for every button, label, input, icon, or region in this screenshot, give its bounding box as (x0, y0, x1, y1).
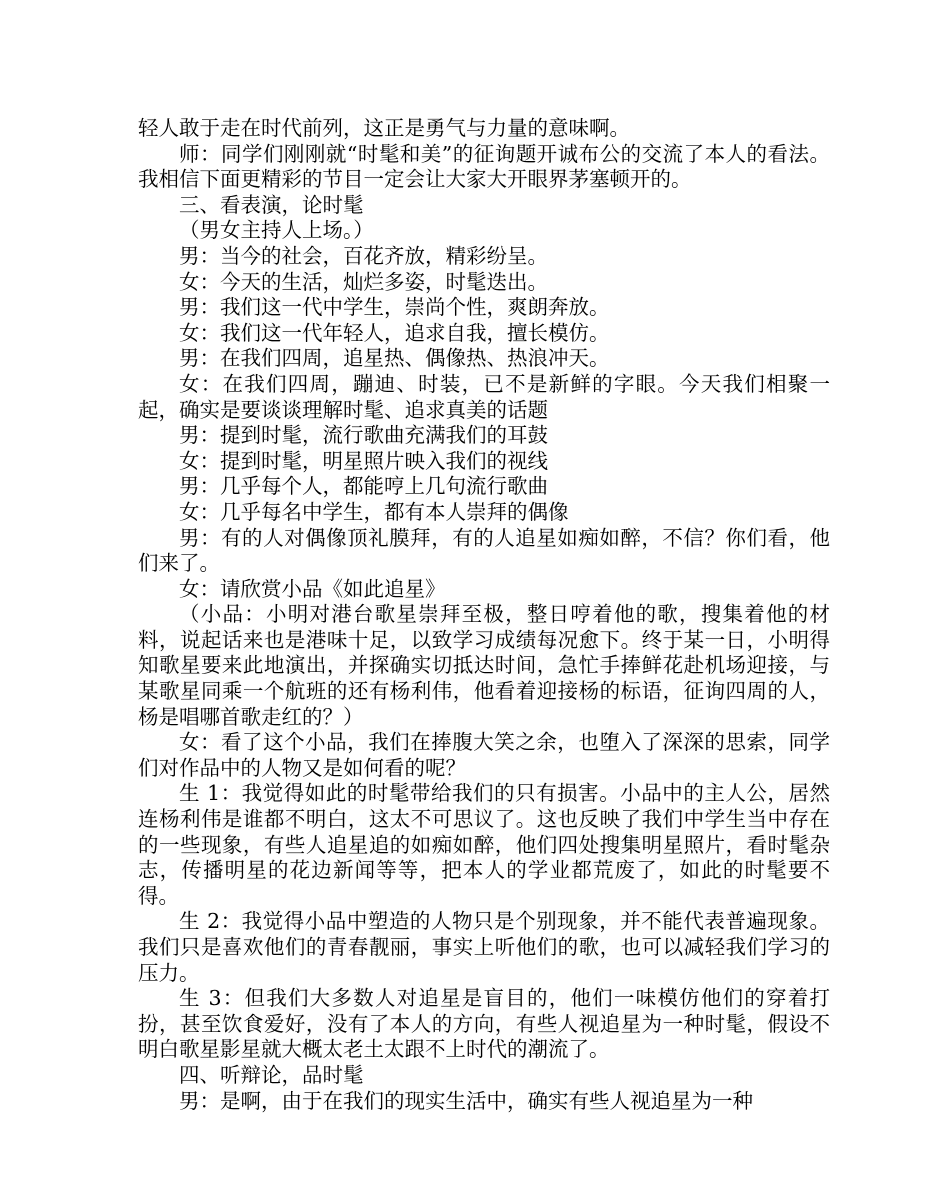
dialogue-line: 女：几乎每名中学生，都有本人崇拜的偶像 (179, 499, 569, 524)
student-response-2: 生 2：我觉得小品中塑造的人物只是个别现象，并不能代表普遍现象。我们只是喜欢他们的青春靓丽，事实上听他们的歌，也可以减轻我们学习的压力。 (138, 909, 830, 985)
dialogue-line: 男：当今的社会，百花齐放，精彩纷呈。 (179, 243, 548, 268)
dialogue-line: 女：今天的生活，灿烂多姿，时髦迭出。 (179, 269, 548, 294)
dialogue-line: 男：在我们四周，追星热、偶像热、热浪冲天。 (179, 346, 610, 371)
dialogue-line: 女：看了这个小品，我们在捧腹大笑之余，也堕入了深深的思索，同学们对作品中的人物又是如何看的呢？ (138, 730, 830, 780)
dialogue-line: 女：提到时髦，明星照片映入我们的视线 (179, 448, 548, 473)
paragraph-teacher-remark: 师：同学们刚刚就“时髦和美”的征询题开诚布公的交流了本人的看法。我相信下面更精彩的节目一定会让大家大开眼界茅塞顿开的。 (138, 141, 830, 192)
skit-description: （小品：小明对港台歌星崇拜至极，整日哼着他的歌，搜集着他的材料，说起话来也是港味十足，以致学习成绩每况愈下。终于某一日，小明得知歌星要来此地演出，并探确实切抵达时间，急忙手捧鲜花赴机场迎接，与某歌星同乘一个航班的还有杨利伟，他看着迎接杨的标语，征询四周的人，杨是唱哪首歌走红的？） (138, 602, 830, 729)
section-heading-3: 三、看表演，论时髦 (179, 192, 364, 217)
paragraph-continuation: 轻人敢于走在时代前列，这正是勇气与力量的意味啊。 (138, 116, 630, 140)
dialogue-line: 女：我们这一代年轻人，追求自我，擅长模仿。 (179, 320, 610, 345)
section-heading-4: 四、听辩论，品时髦 (179, 1062, 364, 1087)
dialogue-line: 男：有的人对偶像顶礼膜拜，有的人追星如痴如醉，不信？你们看，他们来了。 (138, 525, 830, 576)
dialogue-line: 男：提到时髦，流行歌曲充满我们的耳鼓 (179, 423, 548, 448)
stage-direction: （男女主持人上场。） (179, 218, 374, 243)
dialogue-line: 女：请欣赏小品《如此追星》 (179, 576, 446, 601)
document-page (138, 116, 830, 1114)
dialogue-line: 女：在我们四周，蹦迪、时装，已不是新鲜的字眼。今天我们相聚一起，确实是要谈谈理解时髦、追求真美的话题 (138, 371, 830, 422)
dialogue-line: 男：我们这一代中学生，崇尚个性，爽朗奔放。 (179, 295, 610, 320)
dialogue-line: 男：是啊，由于在我们的现实生活中，确实有些人视追星为一种 (179, 1088, 753, 1113)
student-response-1: 生 1：我觉得如此的时髦带给我们的只有损害。小品中的主人公，居然连杨利伟是谁都不明白，这太不可思议了。这也反映了我们中学生当中存在的一些现象，有些人追星追的如痴如醉，他们四处搜集明星照片，看时髦杂志，传播明星的花边新闻等等，把本人的学业都荒废了，如此的时髦要不得。 (138, 781, 830, 908)
student-response-3: 生 3：但我们大多数人对追星是盲目的，他们一味模仿他们的穿着打扮，甚至饮食爱好，没有了本人的方向，有些人视追星为一种时髦，假设不明白歌星影星就大概太老土太跟不上时代的潮流了。 (138, 986, 830, 1062)
dialogue-line: 男：几乎每个人，都能哼上几句流行歌曲 (179, 474, 548, 499)
